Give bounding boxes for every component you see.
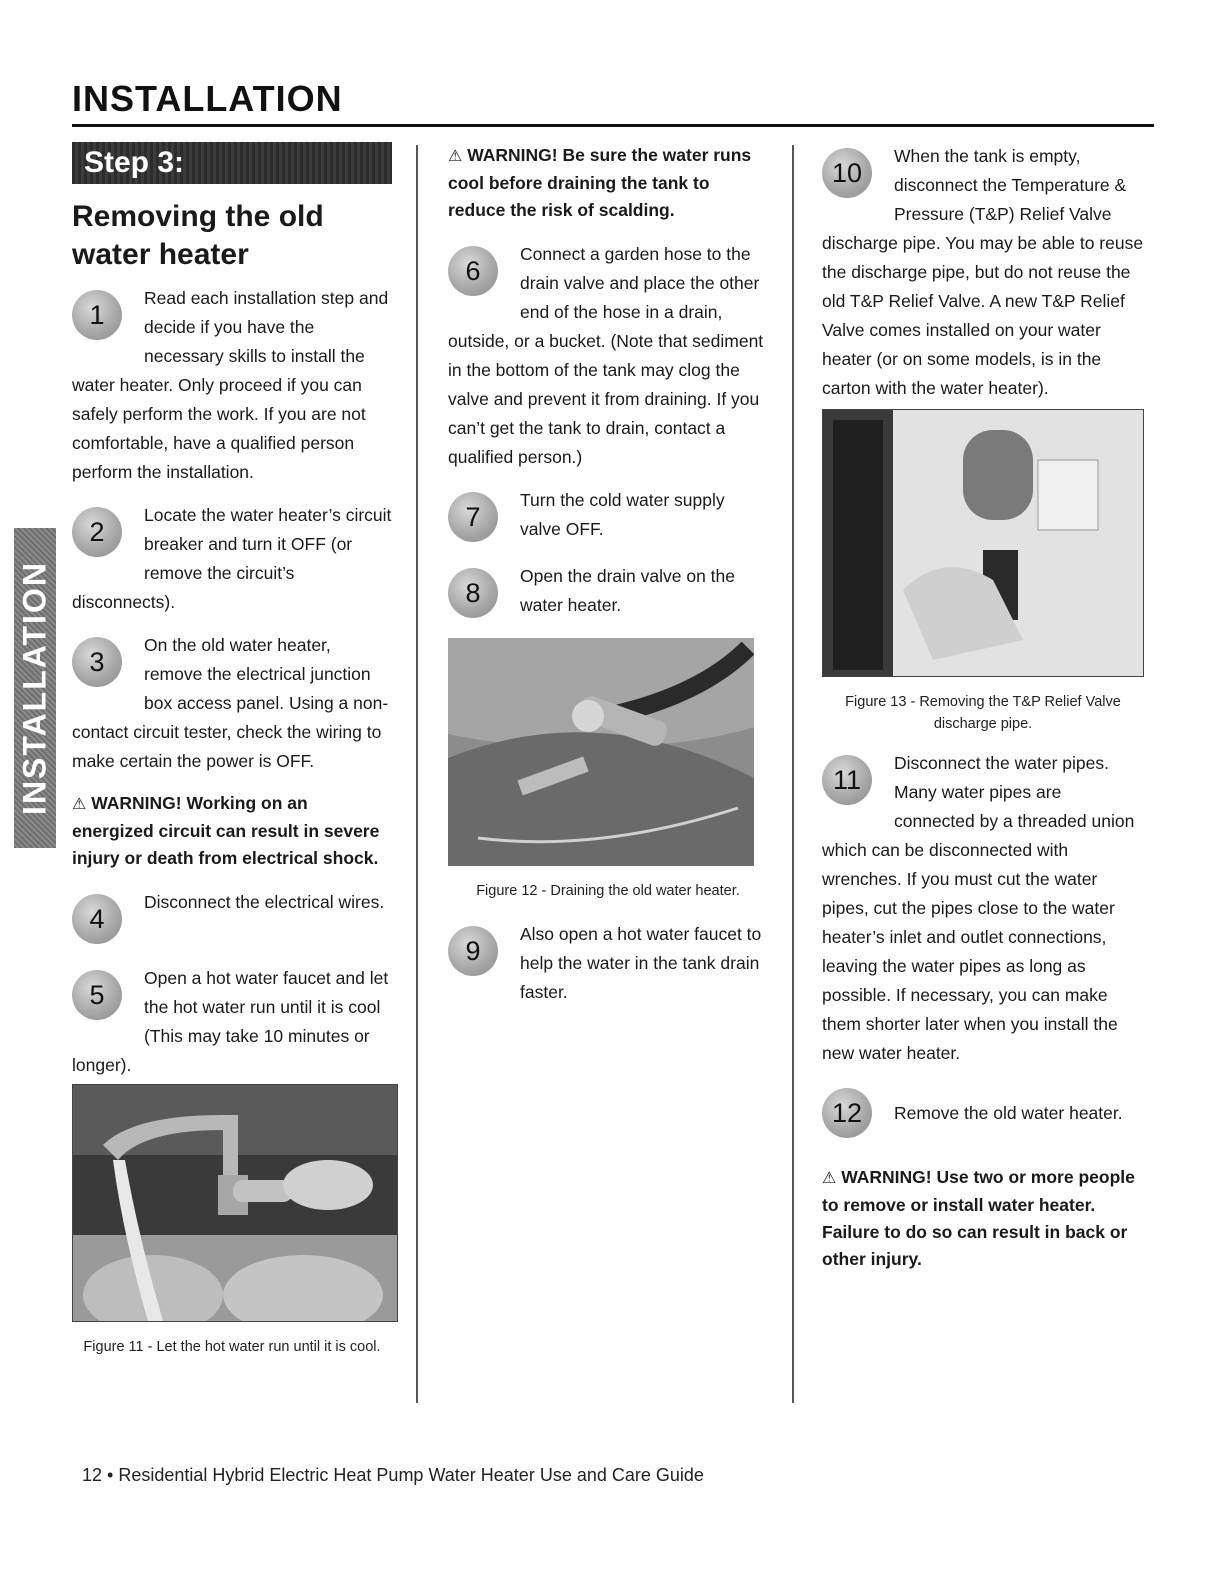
step-3 xyxy=(72,631,392,776)
step-text: Disconnect the water pipes. Many water pipes are connected by a threaded union which can be disconnected with wrenches. If you must cut the water pipes, cut the pipes close to the water heater’s inlet and outlet connections, leaving the water pipes as long as possible. If necessary, you can make them shorter later when you install the new water heater. xyxy=(822,753,1135,1063)
step-text: Turn the cold water supply valve OFF. xyxy=(520,490,725,539)
step-8 xyxy=(448,562,768,624)
step-text: Also open a hot water faucet to help the water in the tank drain faster. xyxy=(520,924,762,1002)
step-2 xyxy=(72,501,392,617)
warning-icon: ⚠ xyxy=(72,796,87,813)
step-number-badge: 2 xyxy=(72,507,122,557)
page-footer: 12 • Residential Hybrid Electric Heat Pump Water Heater Use and Care Guide xyxy=(82,1465,704,1485)
step-4 xyxy=(72,888,392,950)
warning-icon: ⚠ xyxy=(822,1170,837,1187)
figure-11-photo xyxy=(72,1084,398,1322)
figure-11-caption: Figure 11 - Let the hot water run until it is cool. xyxy=(83,1339,381,1355)
step-12 xyxy=(822,1082,1144,1144)
figure-12-photo xyxy=(448,638,754,866)
step-11 xyxy=(822,749,1144,1068)
step-number-badge: 9 xyxy=(448,926,498,976)
step-text: On the old water heater, remove the electrical junction box access panel. Using a non-contact circuit tester, check the wiring to make certain the power is OFF. xyxy=(72,635,389,771)
figure-13-caption: Figure 13 - Removing the T&P Relief Valve discharge pipe. xyxy=(845,694,1121,732)
header-rule xyxy=(72,124,1154,127)
step-text: Disconnect the electrical wires. xyxy=(144,892,385,912)
step-number-badge: 3 xyxy=(72,637,122,687)
side-tab-label: INSTALLATION xyxy=(16,561,53,815)
step-text: Open the drain valve on the water heater. xyxy=(520,566,736,615)
warning-icon: ⚠ xyxy=(448,148,463,165)
step-number-badge: 8 xyxy=(448,568,498,618)
step-9 xyxy=(448,920,768,1007)
step-number-badge: 12 xyxy=(822,1088,872,1138)
step-text: Open a hot water faucet and let the hot water run until it is cool (This may take 10 minutes or longer). xyxy=(72,968,389,1075)
step-5 xyxy=(72,964,392,1080)
column-divider xyxy=(416,145,418,1403)
warning-text: WARNING! Working on an energized circuit can result in severe injury or death from electrical shock. xyxy=(72,793,380,868)
step-number-badge: 6 xyxy=(448,246,498,296)
step-7 xyxy=(448,486,768,548)
warning-electrical xyxy=(72,790,392,872)
warning-text: WARNING! Use two or more people to remove or install water heater. Failure to do so can result in back or other injury. xyxy=(822,1167,1135,1269)
warning-text: WARNING! Be sure the water runs cool before draining the tank to reduce the risk of scalding. xyxy=(448,145,752,220)
step-text: Locate the water heater’s circuit breaker and turn it OFF (or remove the circuit’s disconnects). xyxy=(72,505,392,612)
step-text: Connect a garden hose to the drain valve and place the other end of the hose in a drain, outside, or a bucket. (Note that sediment in the bottom of the tank may clog the valve and prevent it from draining. If you can’t get the tank to drain, contact a qualified person.) xyxy=(448,244,764,467)
step-10 xyxy=(822,142,1144,403)
step-number-badge: 7 xyxy=(448,492,498,542)
column-1 xyxy=(72,142,392,1358)
step-1 xyxy=(72,284,392,487)
step-banner: Step 3: xyxy=(72,142,392,184)
page-title: INSTALLATION xyxy=(72,78,343,119)
step-number-badge: 5 xyxy=(72,970,122,1020)
side-tab xyxy=(14,528,56,848)
step-number-badge: 10 xyxy=(822,148,872,198)
warning-lifting xyxy=(822,1164,1144,1273)
step-text: Read each installation step and decide if you have the necessary skills to install the water heater. Only proceed if you can safely perform the work. If you are not comfortable, have a qualified person perform the installation. xyxy=(72,288,389,482)
step-number-badge: 1 xyxy=(72,290,122,340)
step-text: When the tank is empty, disconnect the Temperature & Pressure (T&P) Relief Valve discharge pipe. You may be able to reuse the discharge pipe, but do not reuse the old T&P Relief Valve. A new T&P Relief Valve comes installed on your water heater (or on some models, is in the carton with the water heater). xyxy=(822,146,1144,398)
step-number-badge: 4 xyxy=(72,894,122,944)
column-divider xyxy=(792,145,794,1403)
section-title: Removing the old water heater xyxy=(72,200,324,271)
step-number-badge: 11 xyxy=(822,755,872,805)
step-6 xyxy=(448,240,768,472)
column-2 xyxy=(448,142,768,1021)
column-3 xyxy=(822,142,1144,1289)
warning-scalding xyxy=(448,142,768,224)
figure-13-photo xyxy=(822,409,1144,677)
figure-12-caption: Figure 12 - Draining the old water heater. xyxy=(476,883,740,899)
step-text: Remove the old water heater. xyxy=(894,1103,1123,1123)
